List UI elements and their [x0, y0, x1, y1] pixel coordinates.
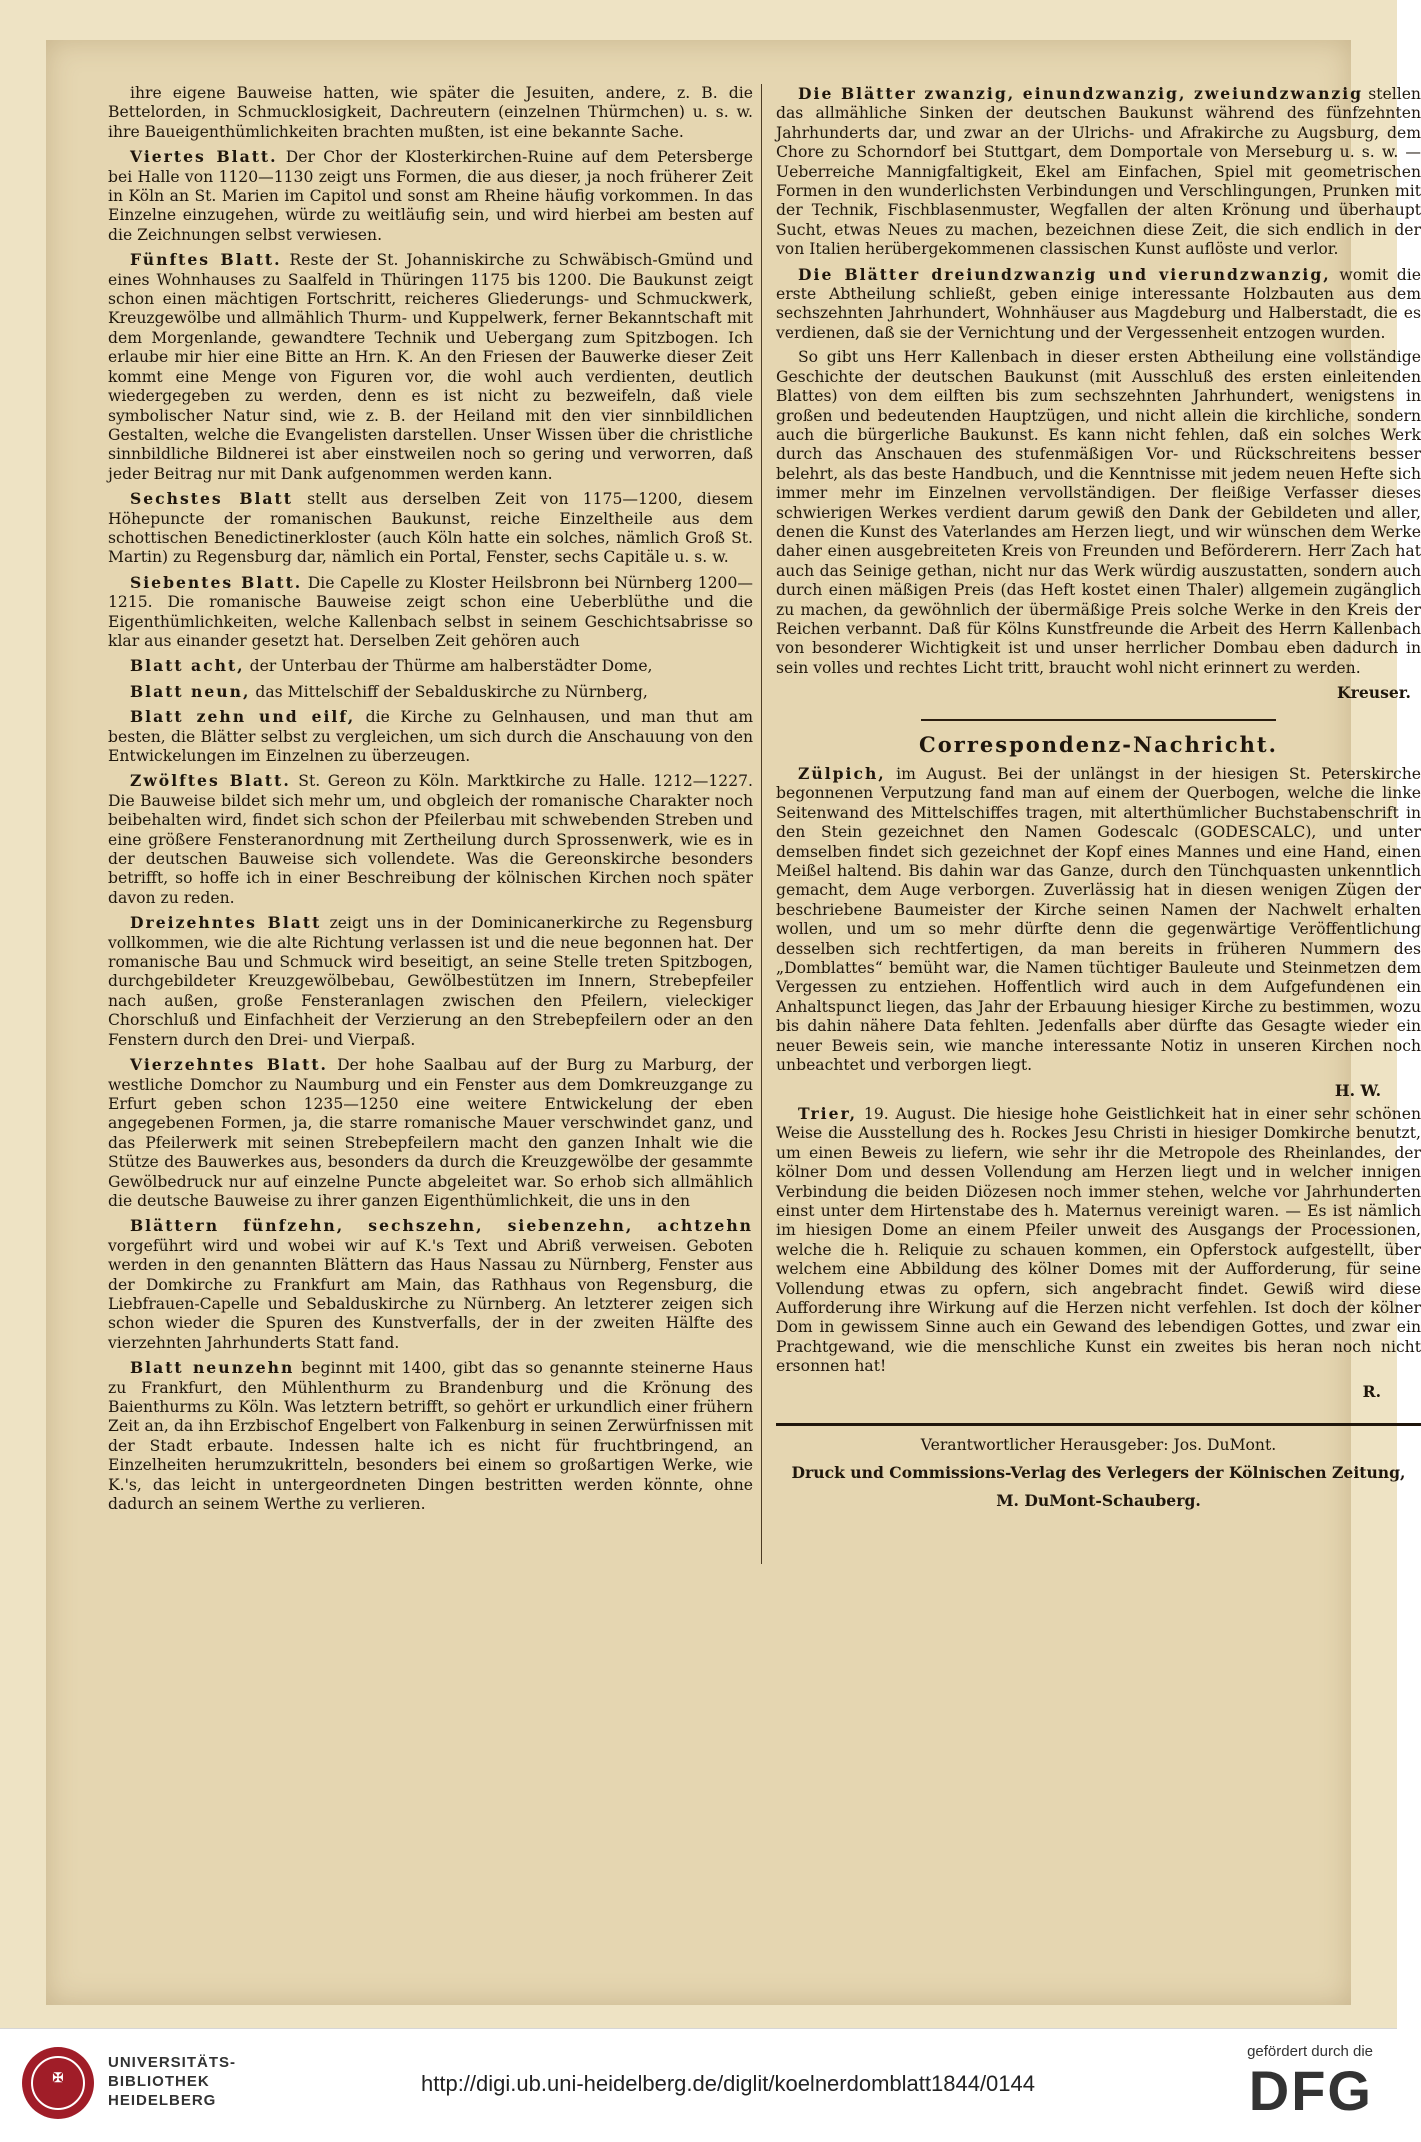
newspaper-page	[46, 40, 1421, 2005]
left_column-paragraph-text: Reste der St. Johanniskirche zu Schwäbisch-Gmünd und eines Wohnhauses zu Saalfeld in Thüringen 1175 bis 1200. Die Baukunst zeigt schon einen mächtigen Fortschritt, reicheres Gliederungs- und Schmuckwerk, Kreuzgewölbe und allmählich Thurm- und Kuppelwerk, ferner Bekanntschaft mit dem Morgenlande, gewandtere Technik und Uebergang zum Spitzbogen. Ich erlaube mir hier eine Bitte an Hrn. K. An den Friesen der Bauwerke dieser Zeit kommt eine Menge von Figuren vor, die wohl auch verdienten, deutlich wiedergegeben zu werden, denn es ist nicht zu bezweifeln, daß viele symbolischer Natur sind, wie z. B. der Heiland mit den vier sinnbildlichen Gestalten, welche die Evangelisten darstellen. Unser Wissen über die christliche sinnbildliche Bildnerei ist aber einstweilen noch so gering und verworren, daß jeder Beitrag nur mit Dank aufgenommen werden kann.	[108, 251, 753, 483]
right_column-paragraph	[776, 265, 1421, 344]
left_column-paragraph-lead: Vierzehntes Blatt.	[130, 1055, 328, 1075]
library-name-line3: HEIDELBERG	[108, 2092, 217, 2109]
seal-glyph-icon: ✠	[52, 2071, 64, 2086]
left_column-paragraph-text: St. Gereon zu Köln. Marktkirche zu Halle. 1212—1227. Die Bauweise bildet sich mehr um, und obgleich der romanische Charakter noch beibehalten wird, findet sich schon der Pfeilerbau mit schwebenden Streben und eine größere Fensteranordnung mit Zertheilung durch Sprossenwerk, wie es in der deutschen Bauweise sich vollendete. Was die Gereonskirche besonders betrifft, so hoffe ich in einer Beschreibung der kölnischen Kirchen noch später davon zu reden.	[108, 772, 753, 907]
left_column-paragraph-text: das Mittelschiff der Sebalduskirche zu Nürnberg,	[255, 682, 648, 701]
left_column-paragraph	[108, 913, 753, 1050]
left_column-paragraph	[108, 147, 753, 245]
left_column-paragraph	[108, 250, 753, 484]
column-divider	[761, 84, 762, 1564]
correspondence-section	[776, 764, 1421, 1401]
left_column-paragraph-text: Der Chor der Klosterkirchen-Ruine auf dem Petersberge bei Halle von 1120—1130 zeigt uns Formen, die aus dieser, ja noch früherer Zeit in Köln an St. Marien im Capitol und sonst am Rheine häufig vorkommen. In das Einzelne einzugehen, würde zu weitläufig sein, und wird hierbei am besten auf die Zeichnungen selbst verwiesen.	[108, 148, 753, 244]
dfg-funding-logo[interactable]	[1183, 2043, 1373, 2133]
left_column-paragraph	[108, 489, 753, 568]
right_column-paragraph-text: stellen das allmähliche Sinken der deutschen Baukunst während des fünfzehnten Jahrhunderts dar, und zwar an der Ulrichs- und Afrakirche zu Augsburg, dem Chore zu Schorndorf bei Stuttgart, dem Domportale von Merseburg u. s. w. — Ueberreiche Mannigfaltigkeit, Ekel am Einfachen, Spiel mit geometrischen Formen in den wunderlichsten Verbindungen und Verschlingungen, Prunken mit der Technik, Fischblasenmuster, Wegfallen der alten Krönung und überhaupt Sucht, etwas Neues zu machen, bezeichnen diese Zeit, die sich endlich in der von Italien herübergekommenen classischen Kunst auflöste und verlor.	[776, 85, 1421, 259]
left_column-paragraph	[108, 573, 753, 652]
library-name-line1: UNIVERSITÄTS-	[108, 2054, 237, 2071]
library-logo[interactable]	[22, 2045, 352, 2125]
correspondence-paragraph-text: im August. Bei der unlängst in der hiesigen St. Peterskirche begonnenen Verputzung fand man auf einem der Querbogen, welche die linke Seitenwand des Mittelschiffes tragen, mit alterthümlicher Buchstabenschrift in den Stein gezeichnet den Namen Godescalc (GODESCALC), und unter demselben findet sich gezeichnet der Kopf eines Mannes und eine Hand, einen Meißel haltend. Bis dahin war das Ganze, durch den Tünchquasten unkenntlich gemacht, dem Auge verborgen. Zuverlässig hat in diesen wenigen Zügen der beschriebene Baumeister der Kirche seinen Namen der Nachwelt erhalten wollen, und um so mehr dürfte denn die gegenwärtige Veröffentlichung desselben sich rechtfertigen, da man bereits in früheren Nummern des „Domblattes“ bemüht war, die Namen tüchtiger Bauleute und Steinmetzen dem Vergessen zu entziehen. Hoffentlich wird auch in dem Aufgefundenen ein Anhaltspunct liegen, das Jahr der Erbauung hiesiger Kirche zu bestimmen, wozu bis dahin nähere Data fehlten. Jedenfalls aber dürfte das Gesagte wieder ein neuer Beweis sein, wie manche interessante Notiz in unseren Kirchen noch unbeachtet und verborgen liegt.	[776, 765, 1421, 1075]
left_column-paragraph-lead: Blatt neun,	[130, 681, 251, 701]
left_column-paragraph	[108, 84, 753, 142]
left_column-paragraph-text: Die Capelle zu Kloster Heilsbronn bei Nürnberg 1200—1215. Die romanische Bauweise zeigt schon eine Ueberblüthe und die Eigenthümlichkeiten, welche Kallenbach selbst in seinem Geschichtsabrisse so klar aus einander gesetzt hat. Derselben Zeit gehören auch	[108, 573, 753, 650]
left_column-paragraph-lead: Sechstes Blatt	[130, 489, 293, 509]
correspondence-paragraph	[776, 1104, 1421, 1377]
left_column-paragraph-lead: Siebentes Blatt.	[130, 572, 303, 592]
left_column-paragraph-lead: Blatt acht,	[130, 656, 245, 676]
left_column-paragraph-text: ihre eigene Bauweise hatten, wie später die Jesuiten, andere, z. B. die Bettelorden, in Schmucklosigkeit, Dachreutern (einzelnen Thürmchen) u. s. w. ihre Baueigenthümlichkeiten brachten mußten, ist eine bekannte Sache.	[108, 84, 753, 141]
left_column-paragraph-text: zeigt uns in der Dominicanerkirche zu Regensburg vollkommen, wie die alte Richtung verlassen ist und die neue begonnen hat. Der romanische Bau und Schmuck wird beseitigt, an seine Stelle treten Spitzbogen, durchgebildeter Kreuzgewölbebau, Gewölbestützen im Innern, Strebepfeiler nach außen, große Fensteranlagen zwischen den Pfeilern, vieleckiger Chorschluß und Einfachheit der Verzierung an den Strebepfeilern oder an den Fenstern durch den Drei- und Vierpaß.	[108, 914, 753, 1049]
viewer-footer	[0, 2028, 1397, 2142]
left_column-paragraph-lead: Blättern fünfzehn, sechszehn, siebenzehn, achtzehn	[130, 1216, 753, 1236]
right_column-paragraph	[776, 348, 1421, 678]
left_column-paragraph-text: beginnt mit 1400, gibt das so genannte steinerne Haus zu Frankfurt, den Mühlenthurm zu Brandenburg und die Krönung des Baienthurms zu Köln. Was letztern betrifft, so gehört er urkundlich einer frühern Zeit an, da ihn Erzbischof Engelbert von Falkenburg in seinen Zerwürfnissen mit der Stadt erbaute. Indessen halte ich es nicht für fruchtbringend, an Einzelheiten herumzukritteln, besonders bei einem so großartigen Werke, wie K.'s, das leicht in untergeordneten Dingen bestritten werden könnte, ohne dadurch an seinem Werthe zu verlieren.	[108, 1359, 753, 1514]
correspondence-paragraph	[776, 764, 1421, 1076]
imprint-printer: Druck und Commissions-Verlag des Verlegers der Kölnischen Zeitung,	[791, 1463, 1406, 1483]
correspondence-paragraph-text: 19. August. Die hiesige hohe Geistlichkeit hat in einer sehr schönen Weise die Ausstellung des h. Rockes Jesu Christi in hiesiger Domkirche benutzt, um einen Beweis zu liefern, wie sehr ihr die Metropole des Rheinlandes, der kölner Dom und dessen Vollendung am Herzen liegt und in welcher innigen Verbindung die beiden Diözesen noch immer stehen, welche vor Jahrhunderten einst unter dem Hirtenstabe des h. Maternus vereinigt waren. — Es ist nämlich im hiesigen Dome an einem Pfeiler unweit des Ausgangs der Processionen, welche die h. Reliquie zu schauen kommen, ein Opferstock aufgestellt, über welchem eine Abbildung des kölner Domes mit der Aufforderung, für seine Vollendung etwas zu opfern, sich angebracht findet. Gewiß wird diese Aufforderung ihre Wirkung auf die Herzen nicht verfehlen. Ist doch der kölner Dom in gewissem Sinne auch ein Gewand des lebendigen Gottes, und zwar ein Prachtgewand, wie die menschliche Kunst ein zweites bis heran noch nicht ersonnen hat!	[776, 1104, 1421, 1376]
right-column	[776, 84, 1421, 2014]
right_column-paragraph	[776, 84, 1421, 260]
left_column-paragraph-lead: Fünftes Blatt.	[130, 250, 282, 270]
left_column-paragraph-text: der Unterbau der Thürme am halberstädter Dome,	[249, 657, 653, 676]
correspondence-paragraph-lead: Zülpich,	[798, 764, 886, 783]
left_column-paragraph-text: die Kirche zu Gelnhausen, und man thut am besten, die Blätter selbst zu vergleichen, um sich durch die Anschauung von den Entwickelungen im Einzelnen zu überzeugen.	[108, 708, 753, 765]
imprint-editor: Verantwortlicher Herausgeber: Jos. DuMont.	[920, 1436, 1277, 1454]
left_column-paragraph-lead: Dreizehntes Blatt	[130, 913, 322, 933]
section-divider	[921, 719, 1276, 721]
correspondence-paragraph-lead: Trier,	[798, 1103, 858, 1123]
left_column-paragraph-lead: Blatt neunzehn	[130, 1358, 295, 1378]
correspondence-signature: H. W.	[1334, 1080, 1381, 1100]
section-title: Correspondenz-Nachricht.	[919, 731, 1278, 757]
imprint-divider	[776, 1423, 1421, 1426]
left_column-paragraph-lead: Blatt zehn und eilf,	[130, 707, 356, 727]
correspondence-signature: R.	[1362, 1381, 1381, 1401]
left_column-paragraph	[108, 707, 753, 766]
library-name-line2: BIBLIOTHEK	[108, 2073, 210, 2090]
imprint-publisher: M. DuMont-Schauberg.	[996, 1490, 1201, 1510]
review-continuation	[776, 84, 1421, 678]
right_column-paragraph-text: So gibt uns Herr Kallenbach in dieser ersten Abtheilung eine vollständige Geschichte der deutschen Baukunst (mit Ausschluß des ersten einleitenden Blattes) von dem eilften bis zum sechszehnten Jahrhundert, wenigstens in großen und bedeutenden Hauptzügen, und nicht allein die kirchliche, sondern auch die bürgerliche Baukunst. Es kann nicht fehlen, daß ein solches Werk durch das Anschauen des stufenmäßigen Vor- und Rückschreitens besser belehrt, als das beste Handbuch, und die Kenntnisse mit jedem neuen Hefte sich immer mehr im Einzelnen vervollständigen. Der fleißige Verfasser dieses schwierigen Werkes verdient darum gewiß den Dank der Gebildeten und aller, denen die Kunst des Vaterlandes am Herzen liegt, und wir wünschen dem Werke daher einen ausgebreiteten Kreis von Freunden und Beförderern. Herr Zach hat auch das Seinige gethan, nicht nur das Werk würdig auszustatten, sondern auch durch einen mäßigen Preis (das Heft kostet einen Thaler) allgemein zugänglich zu machen, da gewöhnlich der übermäßige Preis solche Werke in den Kreis der Reichen verbannt. Daß für Kölns Kunstfreunde die Arbeit des Herrn Kallenbach von besonderer Wichtigkeit ist und unser herrlicher Dombau eben dadurch in sein volles und rechtes Licht tritt, braucht wohl nicht erinnert zu werden.	[776, 348, 1421, 677]
left_column-paragraph	[108, 682, 753, 702]
university-seal-icon	[22, 2047, 94, 2119]
left_column-paragraph-lead: Zwölftes Blatt.	[130, 771, 291, 791]
left_column-paragraph	[108, 656, 753, 676]
library-name	[108, 2053, 236, 2110]
left_column-paragraph-lead: Viertes Blatt.	[130, 147, 278, 167]
left_column-paragraph-text: Der hohe Saalbau auf der Burg zu Marburg, der westliche Domchor zu Naumburg und ein Fenster aus dem Domkreuzgange zu Erfurt geben schon 1235—1250 eine weitere Entwickelung der eben angegebenen Formen, ja, die starre romanische Mauer verschwindet ganz, und das Pfeilerwerk mit seinen Strebepfeilern macht den ganzen Inhalt wie die Stütze des Bauwerkes aus, besonders da durch die Kreuzgewölbe der gesammte Gewölbedruck nur auf einzelne Puncte abgeleitet war. So erhob sich allmählich die deutsche Bauweise zu ihrer ganzen Eigenthümlichkeit, die uns in den	[108, 1056, 753, 1210]
dfg-logo: DFG	[1248, 2059, 1373, 2122]
funded-by-caption: gefördert durch die	[1247, 2043, 1373, 2060]
right_column-paragraph-text: womit die erste Abtheilung schließt, geben einige interessante Holzbauten aus dem sechszehnten Jahrhundert, Wohnhäuser aus Magdeburg und Halberstadt, die es verdienen, daß sie der Vernichtung und der Vergessenheit entzogen wurden.	[776, 265, 1421, 342]
left_column-paragraph-text: vorgeführt wird und wobei wir auf K.'s Text und Abriß verweisen. Geboten werden in den genannten Blättern das Haus Nassau zu Nürnberg, Fenster aus der Domkirche zu Frankfurt am Main, das Rathhaus von Regensburg, die Liebfrauen-Capelle und Sebalduskirche zu Nürnberg. An letzterer zeigen sich schon wieder die Spuren des Kunstverfalls, der in der zweiten Hälfte des vierzehnten Jahrhunderts Statt fand.	[108, 1236, 753, 1352]
review-signature: Kreuser.	[1337, 683, 1411, 703]
left-column	[108, 84, 753, 2014]
right_column-paragraph-lead: Die Blätter zwanzig, einundzwanzig, zweiundzwanzig	[798, 84, 1364, 103]
left_column-paragraph	[108, 771, 753, 908]
right_column-paragraph-lead: Die Blätter dreiundzwanzig und vierundzwanzig,	[798, 264, 1331, 284]
left_column-paragraph	[108, 1055, 753, 1211]
permalink-url[interactable]: http://digi.ub.uni-heidelberg.de/diglit/koelnerdomblatt1844/0144	[421, 2071, 1035, 2096]
left_column-paragraph	[108, 1216, 753, 1353]
left_column-paragraph	[108, 1358, 753, 1514]
left_column-paragraph-text: stellt aus derselben Zeit von 1175—1200, diesem Höhepuncte der romanischen Baukunst, reiche Einzeltheile aus dem schottischen Benedictinerkloster (auch Köln hatte ein solches, nämlich Groß St. Martin) zu Regensburg dar, nämlich ein Portal, Fenster, sechs Capitäle u. s. w.	[108, 490, 753, 567]
